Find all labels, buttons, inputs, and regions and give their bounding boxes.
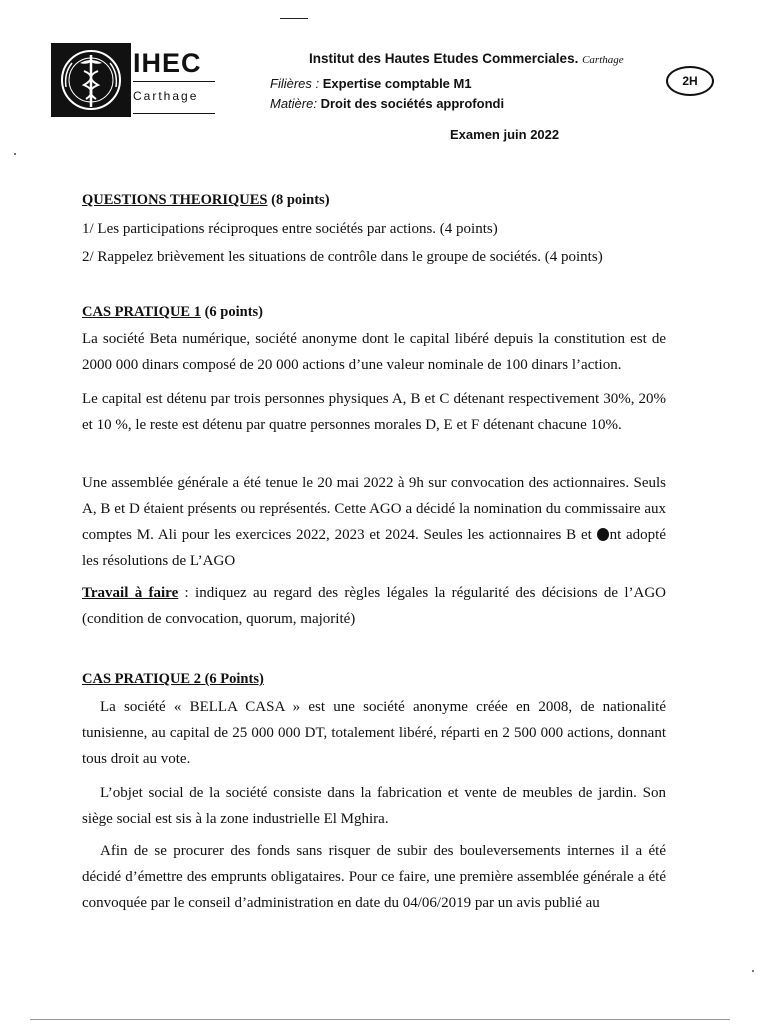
institute-title: Institut des Hautes Etudes Commerciales. [309,51,579,66]
cas1-paragraph-2: Le capital est détenu par trois personnes physiques A, B et C détenant respectivement 30%, 20% et 10 %, le reste est détenu par quatre personnes morales D, E et F détenant chacune 10%. [82,391,666,433]
ihec-logo-text [133,50,215,103]
ink-blot-mark [597,528,609,541]
logo-name: IHEC [133,48,202,78]
scan-mark [280,18,308,19]
ihec-logo-emblem [51,43,131,117]
task-text: : indiquez au regard des règles légales la régularité des décisions de l’AGO (condition de convocation, quorum, majorité) [82,585,667,627]
cas1-task [82,580,666,632]
cas2-paragraph-1: La société « BELLA CASA » est une société anonyme créée en 2008, de nationalité tunisienne, au capital de 25 000 000 DT, totalement libéré, réparti en 2 500 000 actions, donnant tous droit au vote. [82,699,666,767]
exam-date: Examen juin 2022 [450,127,560,142]
section-heading-cas1 [82,304,263,321]
matiere-value: Droit des sociétés approfondi [320,96,505,111]
cas1-paragraph-3 [82,470,666,574]
cas1-paragraph-1: La société Beta numérique, société anonyme dont le capital libéré depuis la constitution est de 2000 000 dinars composé de 20 000 actions d’une valeur nominale de 100 dinars l’action. [82,331,666,373]
task-label: Travail à faire [82,585,179,601]
filiere-line [270,76,472,91]
scan-dot [752,970,754,972]
institute-name [309,51,624,66]
cas1-paragraph-3-start: Une assemblée générale a été tenue le 20 mai 2022 à 9h sur convocation des actionnaires. Seuls A, B et D étaient présents ou représentés. Cette AGO a décidé la nomination du commissaire aux comptes M. Ali pour les exercices 2022, 2023 et 2024. Seules les actionnaires B et [82,475,666,543]
section-heading-cas2 [82,671,264,688]
matiere-label: Matière: [270,96,317,111]
filiere-value: Expertise comptable M1 [322,76,472,91]
cas2-title: CAS PRATIQUE 2 (6 Points) [82,671,264,687]
cas1-points: (6 points) [200,304,264,320]
cas1-title: CAS PRATIQUE 1 [82,304,201,320]
question-1: 1/ Les participations réciproques entre sociétés par actions. (4 points) [82,221,498,237]
scan-bottom-edge [30,1019,730,1020]
cas2-paragraph-3: Afin de se procurer des fonds sans risquer de subir des bouleversements internes il a été décidé d’émettre des emprunts obligataires. Pour ce faire, une première assemblée générale a été convoquée par le conseil d’administration en date du 04/06/2019 par un avis publié au [82,843,666,911]
duration-badge: 2H [666,66,714,96]
matiere-line [270,96,504,111]
cas2-paragraph-2: L’objet social de la société consiste dans la fabrication et vente de meubles de jardin. Son siège social est sis à la zone industrielle El Mghira. [82,785,666,827]
logo-rule [133,81,215,82]
logo-underline [133,113,215,114]
logo-city: Carthage [133,89,199,103]
caduceus-icon [56,47,126,113]
questions-title: QUESTIONS THEORIQUES [82,192,268,208]
section-heading-questions [82,192,330,209]
question-2: 2/ Rappelez brièvement les situations de contrôle dans le groupe de sociétés. (4 points) [82,249,603,265]
filiere-label: Filières : [270,76,320,91]
scan-dot [14,153,16,155]
cas1-paragraph-3-end: nt adopté les résolutions de L’AGO [82,527,666,569]
questions-points: (8 points) [267,192,330,208]
institute-place: Carthage [582,54,624,66]
